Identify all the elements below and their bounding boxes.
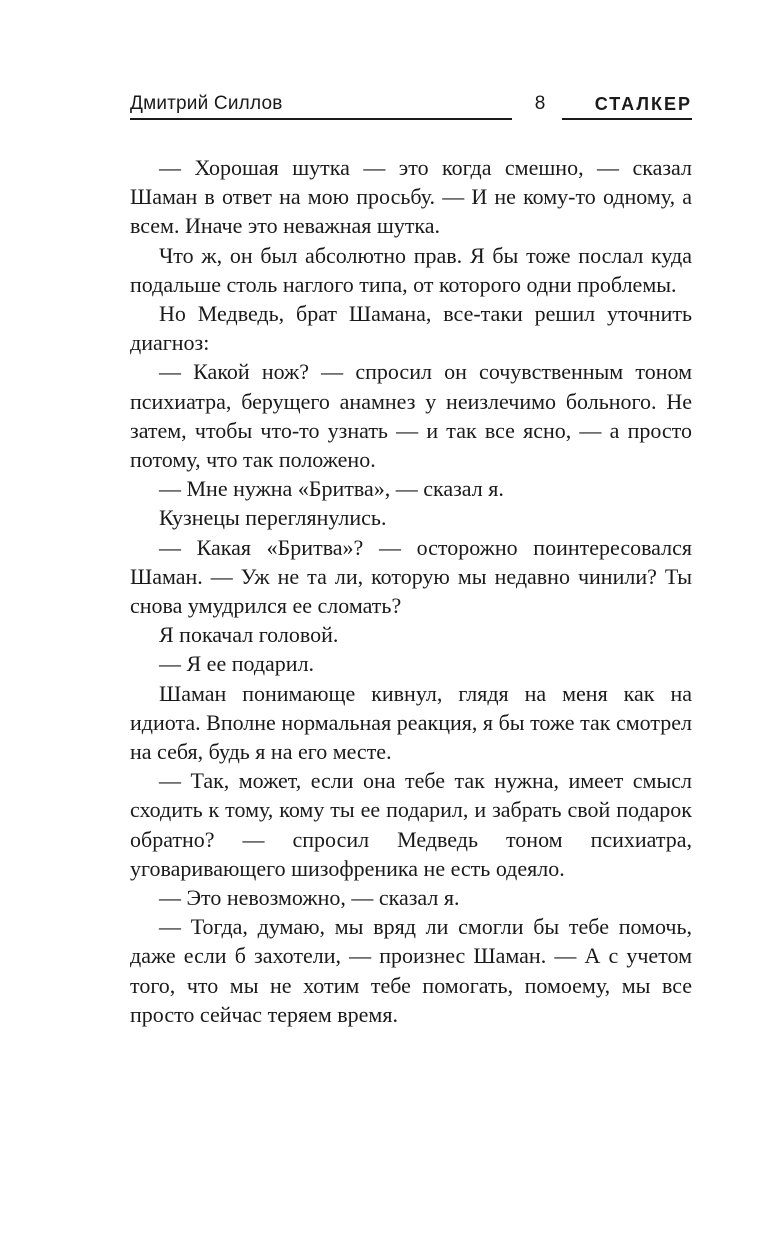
paragraph: — Какой нож? — спросил он сочувственным тоном психиатра, берущего анамнез у неизлечимо больного. Не затем, чтобы что-то узнать — и так все ясно, — а просто потому, что так положено.: [130, 359, 692, 473]
body-text: [130, 153, 692, 1029]
page-number: 8: [534, 93, 546, 114]
paragraph: — Я ее подарил.: [159, 651, 315, 677]
paragraph: — Тогда, думаю, мы вряд ли смогли бы тебе помочь, даже если б захотели, — произнес Шаман. — А с учетом того, что мы не хотим тебе помогать, помоему, мы все просто сейчас теряем время.: [130, 914, 692, 1027]
paragraph: — Так, может, если она тебе так нужна, имеет смысл сходить к тому, кому ты ее подарил, и забрать свой подарок обратно? — спросил Медведь тоном психиатра, уговаривающего шизофреника не есть одеяло.: [130, 768, 692, 881]
series-title: СТАЛКЕР: [562, 92, 692, 120]
paragraph: — Мне нужна «Бритва», — сказал я.: [159, 476, 504, 502]
author-name: Дмитрий Силлов: [130, 92, 512, 120]
paragraph: Шаман понимающе кивнул, глядя на меня как на идиота. Вполне нормальная реакция, я бы тоже так смотрел на себя, будь я на его месте.: [130, 680, 692, 765]
paragraph: Я покачал головой.: [159, 622, 339, 648]
paragraph: Что ж, он был абсолютно прав. Я бы тоже послал куда подальше столь наглого типа, от которого одни проблемы.: [130, 242, 692, 297]
paragraph: — Какая «Бритва»? — осторожно поинтересовался Шаман. — Уж не та ли, которую мы недавно чинили? Ты снова умудрился ее сломать?: [130, 534, 692, 619]
paragraph: Но Медведь, брат Шамана, все-таки решил уточнить диагноз:: [130, 301, 692, 356]
paragraph: — Хорошая шутка — это когда смешно, — сказал Шаман в ответ на мою просьбу. — И не кому-то одному, а всем. Иначе это неважная шутка.: [130, 155, 692, 239]
paragraph: Кузнецы переглянулись.: [159, 505, 387, 531]
paragraph: — Это невозможно, — сказал я.: [159, 885, 460, 911]
running-header: [130, 92, 692, 124]
